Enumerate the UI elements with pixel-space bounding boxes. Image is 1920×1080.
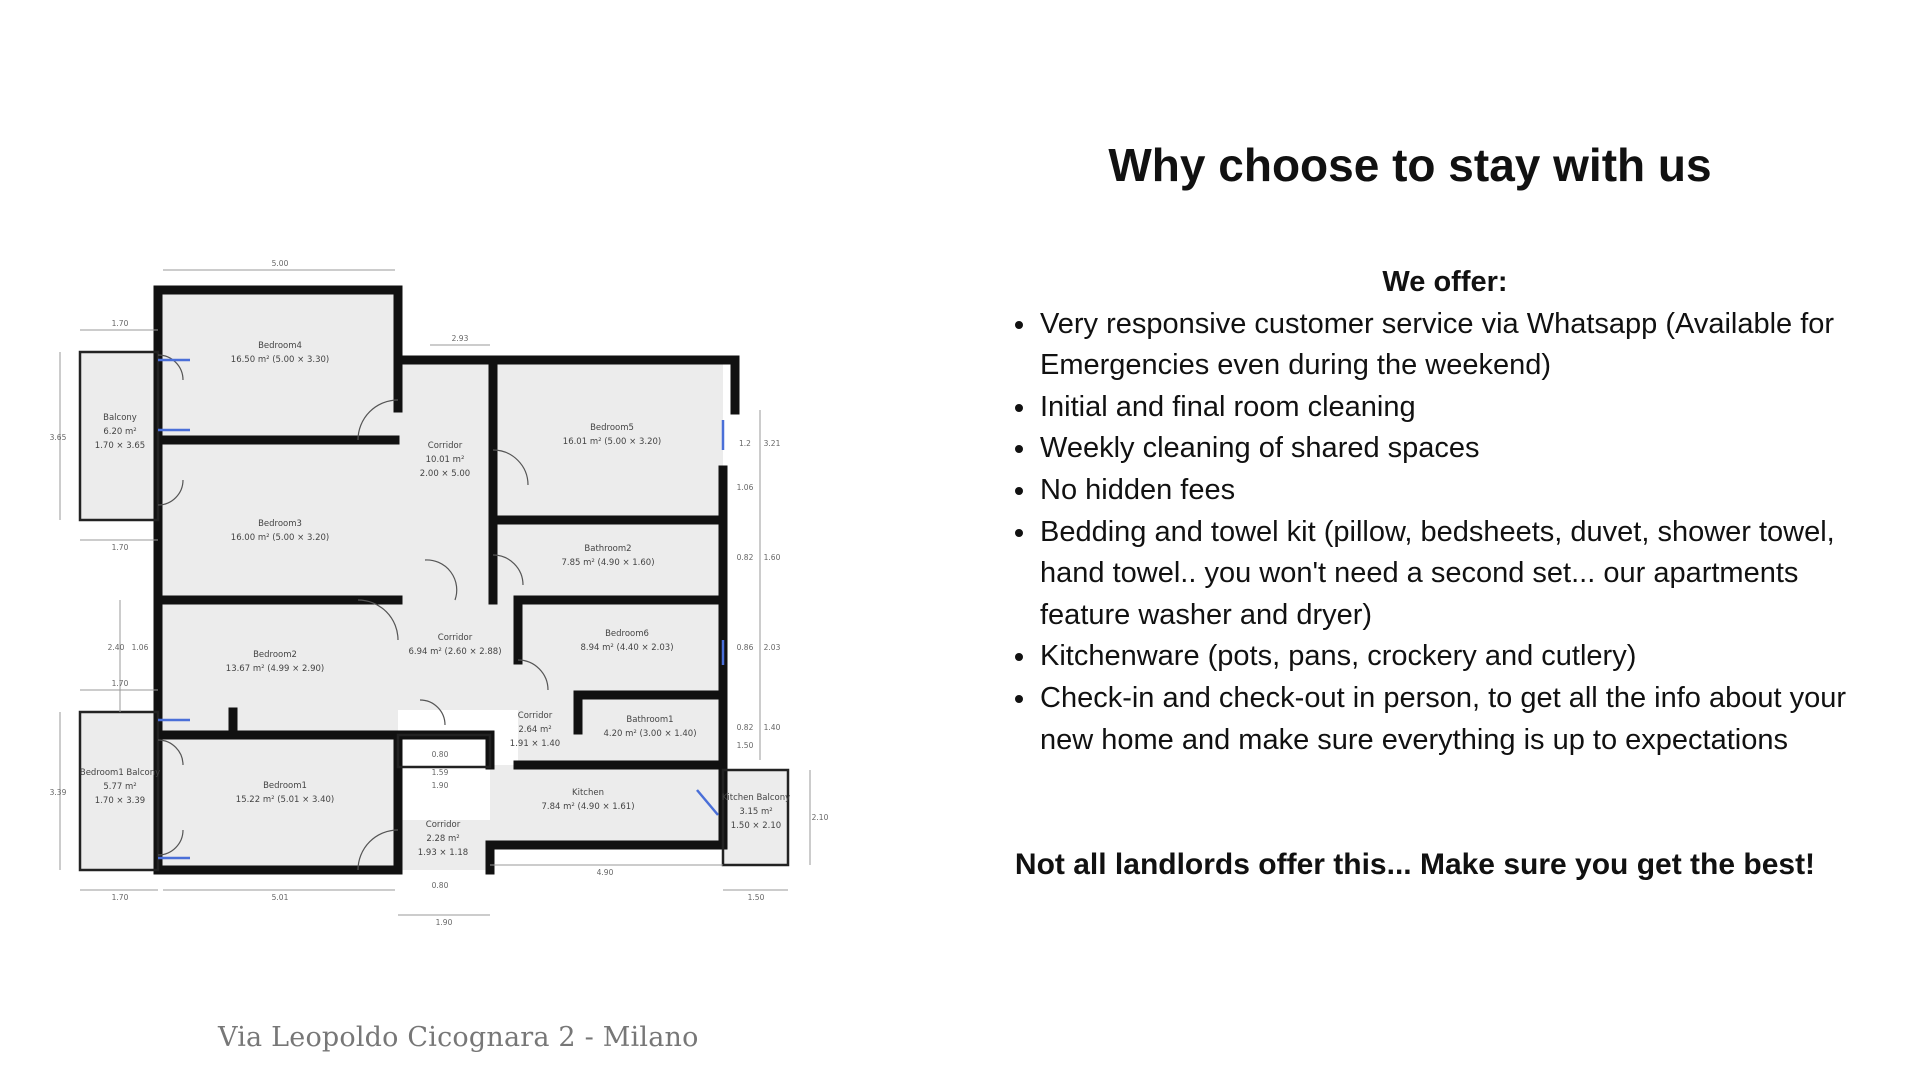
dim-right-h: 0.82 [736,723,754,732]
closing-statement: Not all landlords offer this... Make sure you get the best! [1014,848,1816,881]
room-kitchen-balcony-dims: 1.50 × 2.10 [730,821,782,831]
dim-kitchen-bottom: 4.90 [596,868,614,877]
address-caption: Via Leopoldo Cicognara 2 - Milano [218,1022,699,1053]
offer-item: • Weekly cleaning of shared spaces [1038,428,1870,470]
room-bathroom1-area: 4.20 m² (3.00 × 1.40) [603,729,697,739]
room-corridor-small-name: Corridor [517,711,553,721]
dim-right-f: 0.86 [736,643,754,652]
dim-right-i: 1.40 [763,723,781,732]
dim-kitchen-balcony-bottom: 1.50 [747,893,765,902]
dim-bedroom2-side: 2.40 [107,643,125,652]
dim-right-b: 3.21 [763,439,781,448]
room-corridor-main-dims: 2.00 × 5.00 [419,469,471,479]
dim-balcony-bottom: 1.70 [111,543,129,552]
dim-bedroom2-side2: 1.06 [131,643,149,652]
dim-kitchen-balcony-side: 2.10 [811,813,829,822]
dim-right-d: 0.82 [736,553,754,562]
room-corridor-bottom-name: Corridor [425,820,461,830]
room-kitchen-name: Kitchen [572,788,604,798]
room-bathroom1-name: Bathroom1 [626,715,674,725]
room-bedroom4-name: Bedroom4 [258,341,302,351]
room-bedroom3-area: 16.00 m² (5.00 × 3.20) [230,533,330,543]
room-corridor-bottom-dims: 1.93 × 1.18 [417,848,469,858]
room-bedroom1-balcony-name: Bedroom1 Balcony [79,768,161,778]
offer-item: • Initial and final room cleaning [1038,387,1870,429]
room-bedroom6-area: 8.94 m² (4.40 × 2.03) [580,643,674,653]
dim-right-c: 1.06 [736,483,754,492]
room-bedroom1-balcony-area: 5.77 m² [103,782,137,792]
dim-right-g: 2.03 [763,643,781,652]
offer-item: • Check-in and check-out in person, to get all the info about your new home and make sure everything is up to expectations [1038,678,1870,761]
dim-right-e: 1.60 [763,553,781,562]
dim-b1-balcony-side: 3.39 [49,788,67,797]
dim-bottom-mid: 5.01 [271,893,289,902]
dim-small-d: 0.80 [431,881,449,890]
room-bathroom2-area: 7.85 m² (4.90 × 1.60) [561,558,655,568]
offer-item: • Very responsive customer service via Whatsapp (Available for Emergencies even during the weekend) [1038,304,1870,387]
page-title: Why choose to stay with us [1108,139,1712,191]
room-balcony-area: 6.20 m² [103,427,137,437]
room-corridor-bottom-area: 2.28 m² [426,834,460,844]
dim-right-j: 1.50 [736,741,754,750]
dim-bottom-left: 1.70 [111,893,129,902]
room-bedroom6-name: Bedroom6 [605,629,649,639]
room-bedroom2-name: Bedroom2 [253,650,297,660]
room-bedroom2-area: 13.67 m² (4.99 × 2.90) [225,664,325,674]
dim-b1-balcony-top: 1.70 [111,679,129,688]
room-corridor-mid-name: Corridor [437,633,473,643]
room-bedroom3-name: Bedroom3 [258,519,302,529]
dim-top-width: 5.00 [271,259,289,268]
room-kitchen-balcony-area: 3.15 m² [739,807,773,817]
offer-item: • No hidden fees [1038,470,1870,512]
offer-title: We offer: [1382,266,1508,298]
dim-small-b: 1.59 [431,768,449,777]
dim-small-a: 0.80 [431,750,449,759]
dim-balcony-side: 3.65 [49,433,67,442]
offer-list [990,304,1870,762]
room-bathroom2-name: Bathroom2 [584,544,632,554]
dim-bottom-corridor: 1.90 [435,918,453,927]
offer-section [990,262,1870,761]
dim-right-a: 1.2 [739,439,751,448]
room-bedroom5-name: Bedroom5 [590,423,634,433]
dim-balcony-top: 1.70 [111,319,129,328]
room-bedroom1-balcony-dims: 1.70 × 3.39 [94,796,146,806]
room-bedroom1-name: Bedroom1 [263,781,307,791]
room-bedroom4-area: 16.50 m² (5.00 × 3.30) [230,355,330,365]
room-balcony-name: Balcony [103,413,137,423]
room-bedroom5-area: 16.01 m² (5.00 × 3.20) [562,437,662,447]
room-kitchen-area: 7.84 m² (4.90 × 1.61) [541,802,635,812]
room-corridor-mid-area: 6.94 m² (2.60 × 2.88) [408,647,502,657]
floor-plan-drawing [0,0,960,1000]
dim-mid-top: 2.93 [451,334,469,343]
room-corridor-main-name: Corridor [427,441,463,451]
room-corridor-small-dims: 1.91 × 1.40 [509,739,561,749]
dim-small-c: 1.90 [431,781,449,790]
room-balcony-dims: 1.70 × 3.65 [94,441,146,451]
offer-item: • Kitchenware (pots, pans, crockery and cutlery) [1038,636,1870,678]
room-corridor-main-area: 10.01 m² [425,455,465,465]
room-bedroom1-area: 15.22 m² (5.01 × 3.40) [235,795,335,805]
offer-item: • Bedding and towel kit (pillow, bedsheets, duvet, shower towel, hand towel.. you won't need a second set... our apartments feature washer and dryer) [1038,512,1870,637]
room-corridor-small-area: 2.64 m² [518,725,552,735]
room-kitchen-balcony-name: Kitchen Balcony [721,793,791,803]
